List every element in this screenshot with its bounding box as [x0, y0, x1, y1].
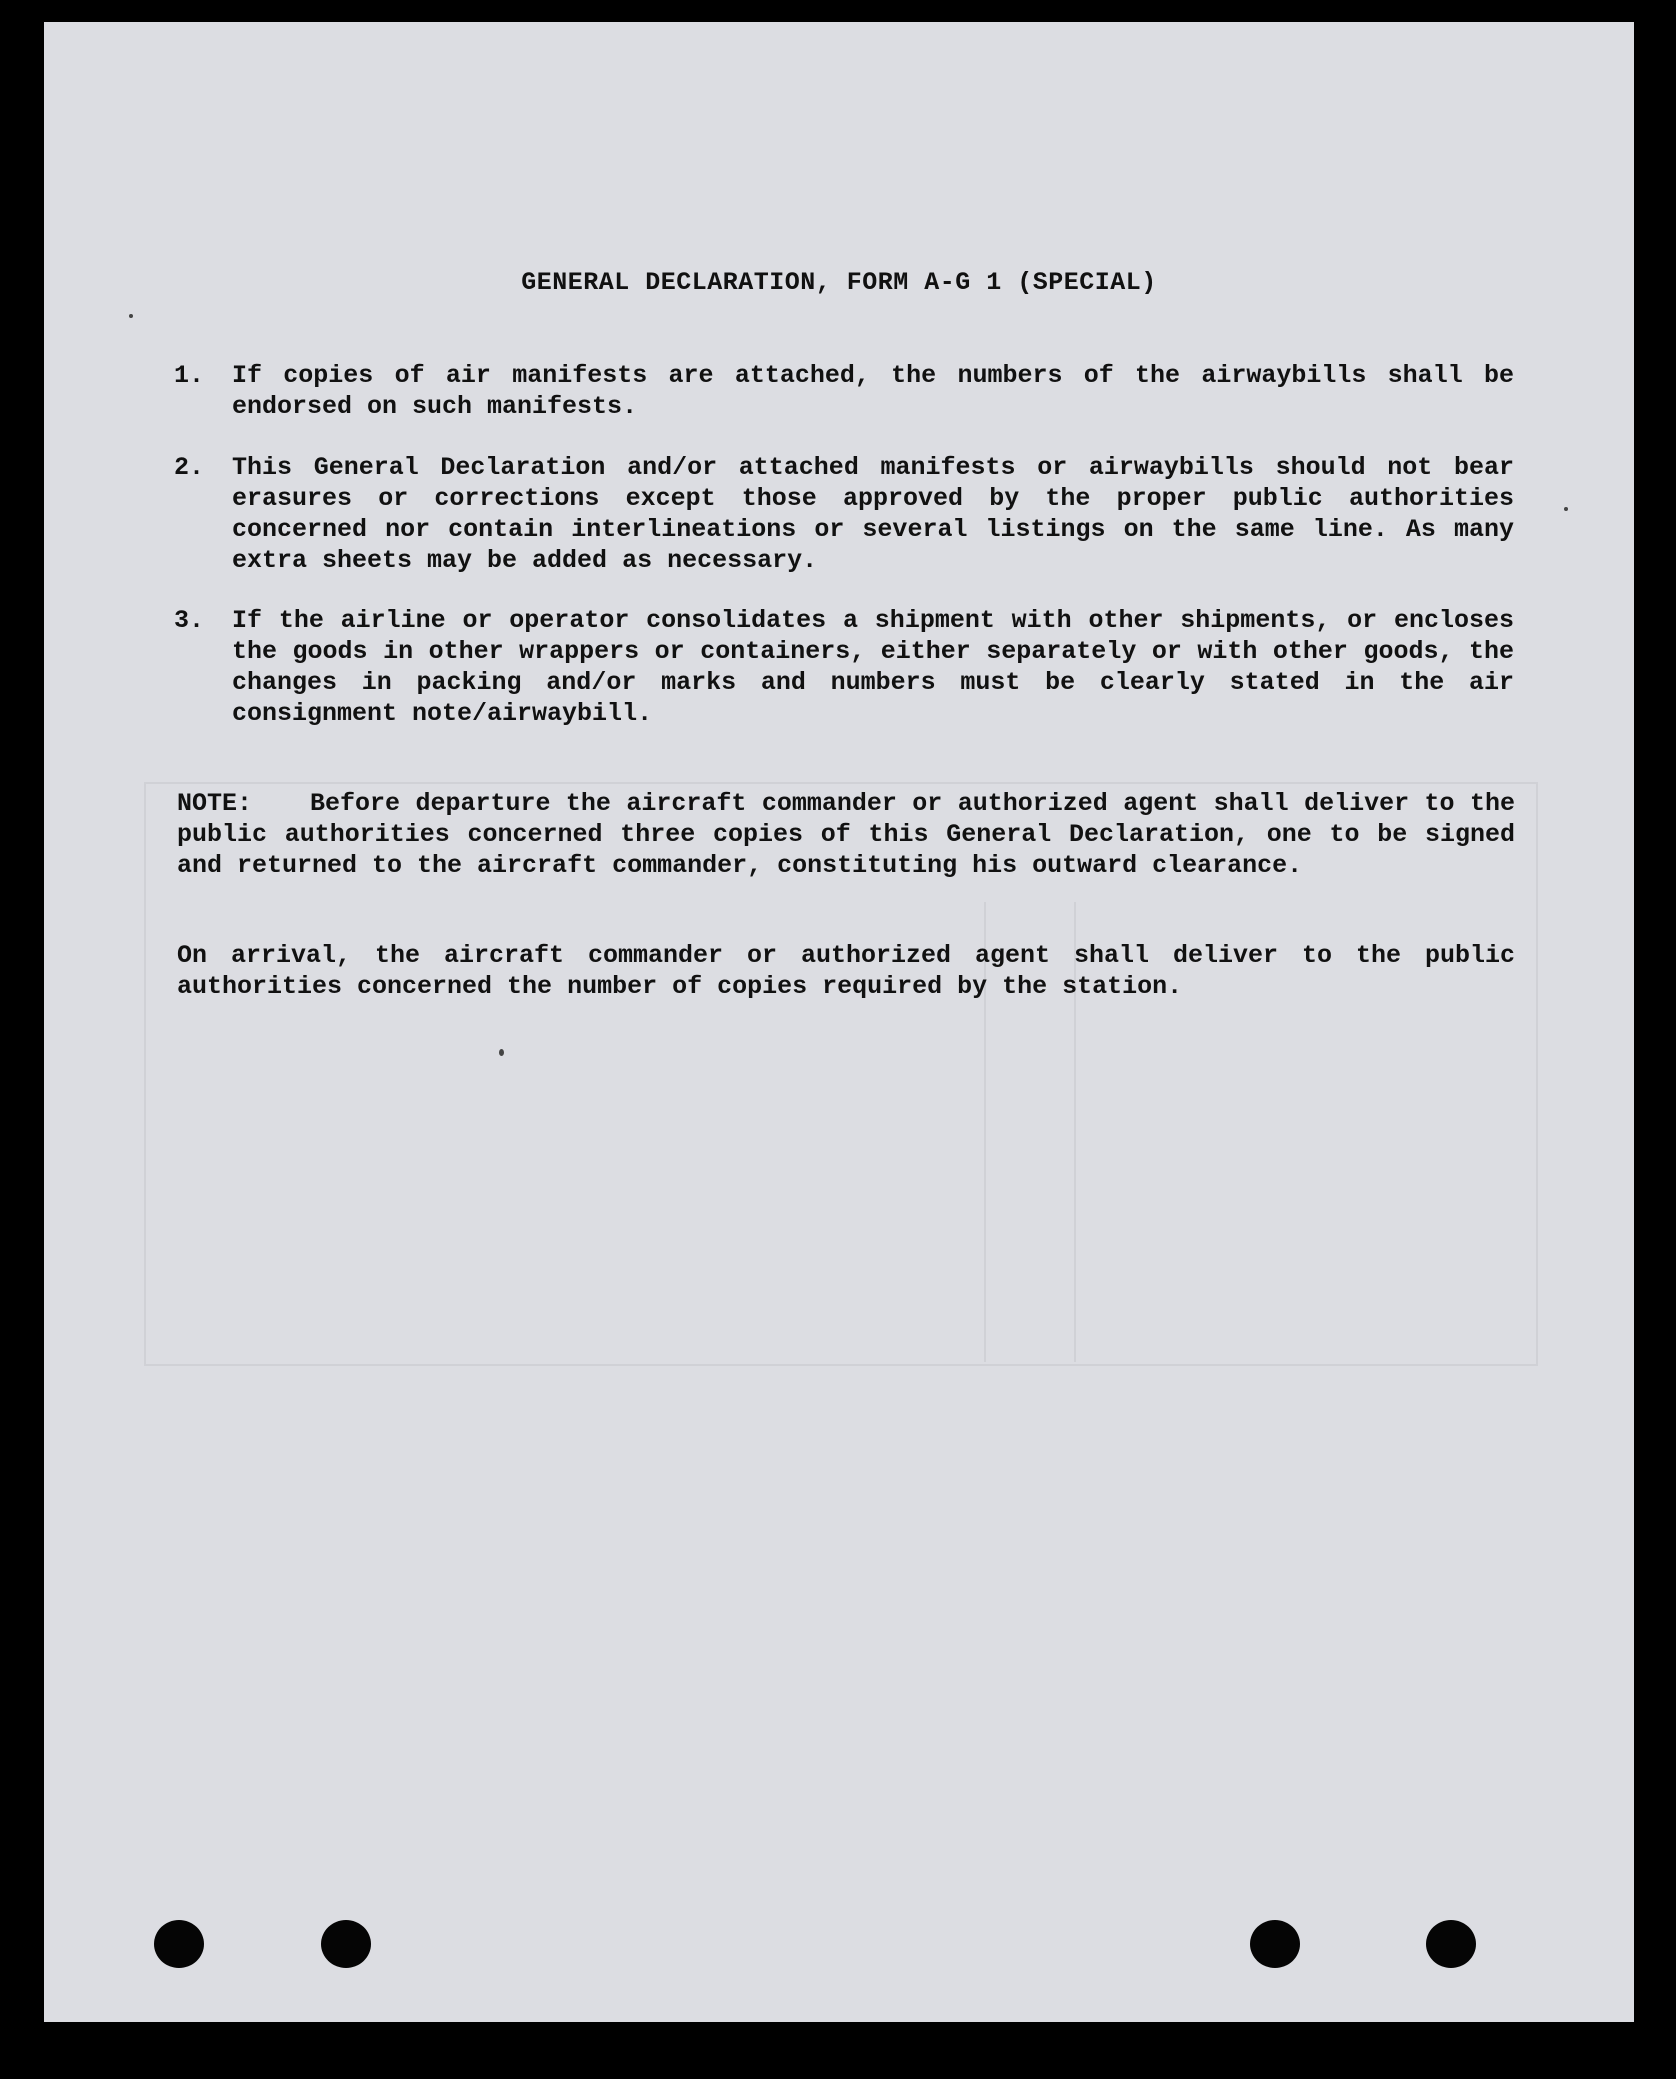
note-label: NOTE:	[177, 789, 253, 818]
list-item-number: 2.	[174, 453, 205, 482]
list-item-text: This General Declaration and/or attached manifests or airwaybills should not bear erasures or corrections except those approved by the proper public authorities concerned nor contain interlineations or several listings on the same line. As many extra sheets may be added as necessary.	[232, 453, 1514, 575]
list-item-text: If copies of air manifests are attached, the numbers of the airwaybills shall be endorsed on such manifests.	[232, 361, 1514, 421]
document-page	[44, 22, 1634, 2022]
punch-hole	[321, 1920, 371, 1968]
punch-hole	[1426, 1920, 1476, 1968]
punch-hole	[154, 1920, 204, 1968]
page-title: GENERAL DECLARATION, FORM A-G 1 (SPECIAL)	[521, 268, 1157, 297]
document-body	[44, 22, 1634, 2022]
scan-speck	[499, 1049, 504, 1056]
arrival-paragraph: On arrival, the aircraft commander or authorized agent shall deliver to the public authorities concerned the number of copies required by the station.	[177, 941, 1515, 1001]
list-item-number: 1.	[174, 361, 205, 390]
note-text: Before departure the aircraft commander or authorized agent shall deliver to the public authorities concerned three copies of this General Declaration, one to be signed and returned to the aircraft commander, constituting his outward clearance.	[177, 789, 1515, 880]
note-paragraph	[177, 788, 1515, 881]
scan-speck	[129, 314, 133, 318]
punch-hole	[1250, 1920, 1300, 1968]
list-item-number: 3.	[174, 606, 205, 635]
scan-speck	[1564, 507, 1568, 511]
list-item-text: If the airline or operator consolidates a shipment with other shipments, or encloses the goods in other wrappers or containers, either separately or with other goods, the changes in packing and/or marks and numbers must be clearly stated in the air consignment note/airwaybill.	[232, 606, 1514, 728]
